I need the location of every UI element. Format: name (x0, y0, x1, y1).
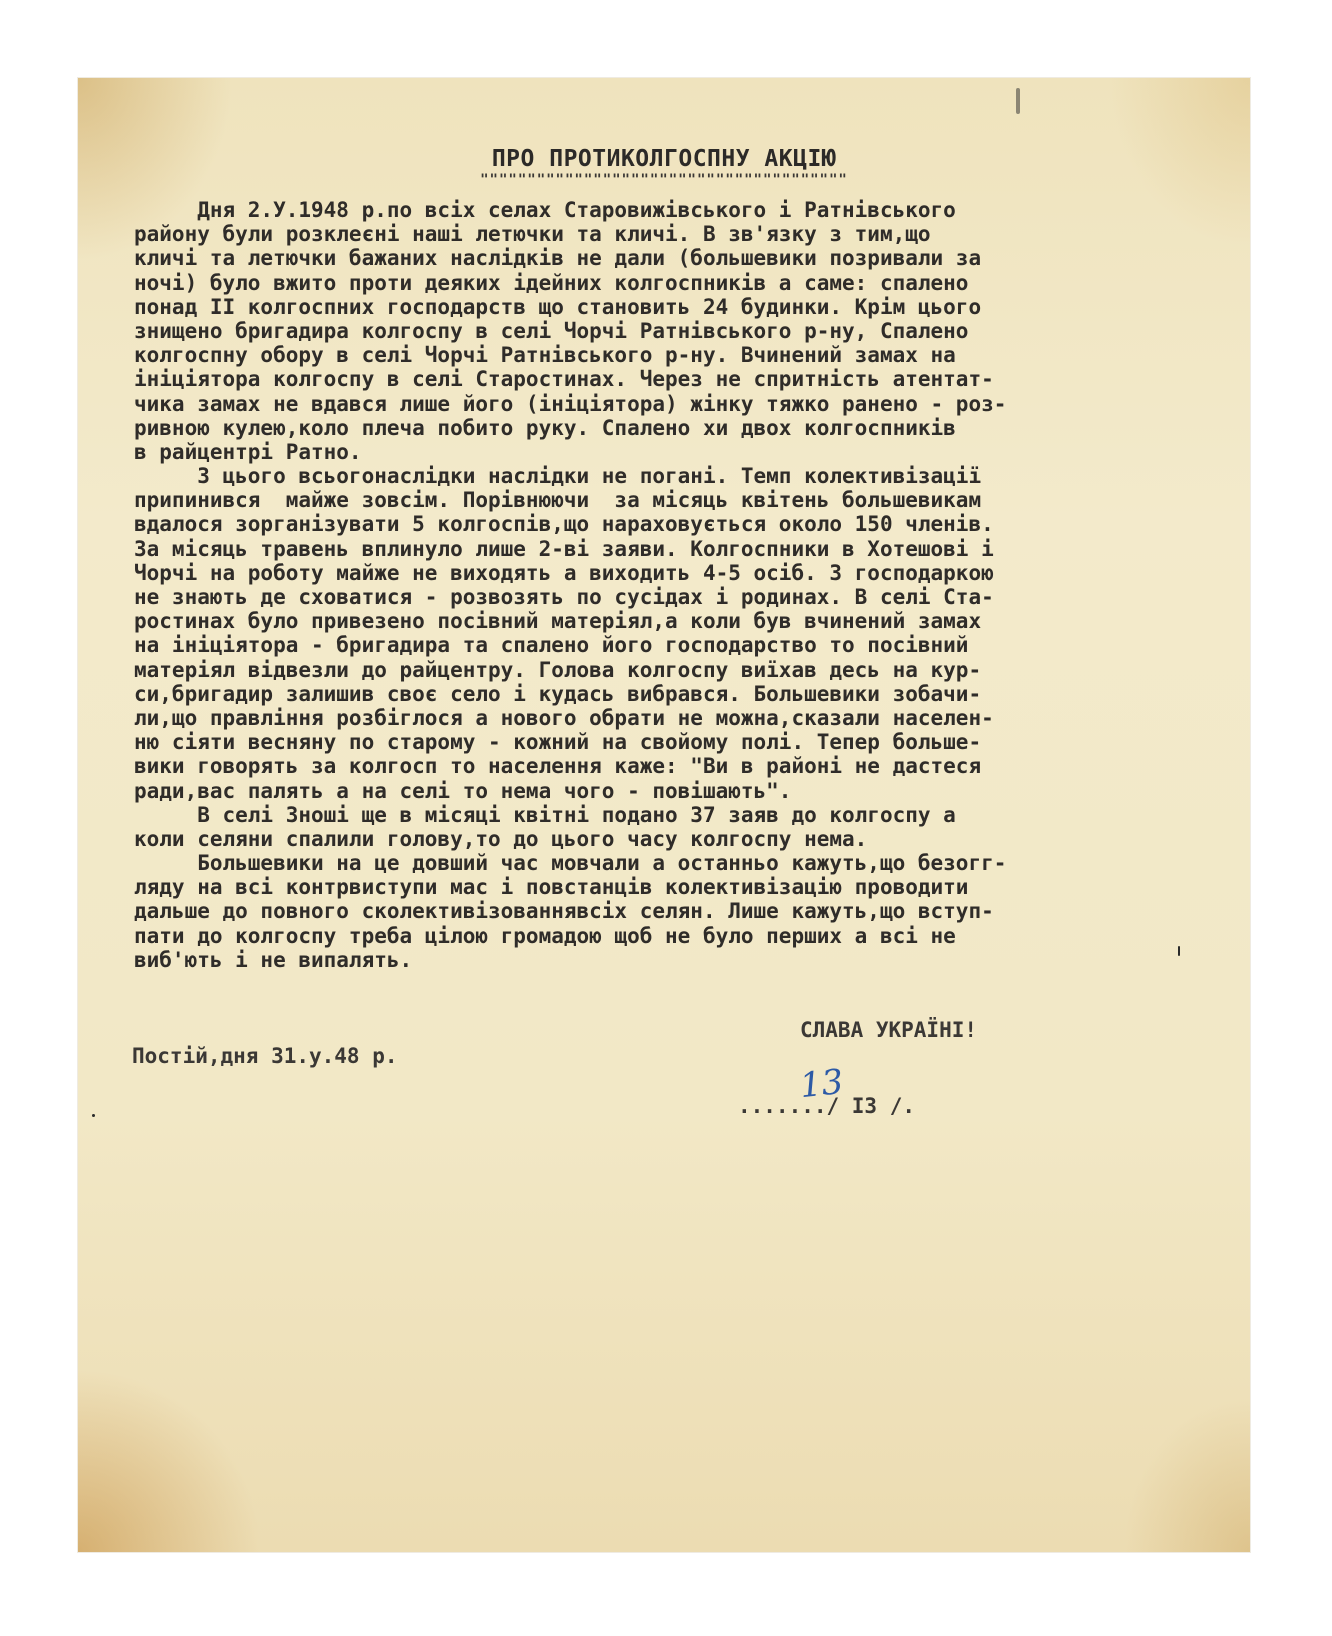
document-body (134, 198, 1214, 972)
body-line: вдалося зорганізувати 5 колгоспів,що нараховується около 150 членів. (134, 512, 994, 537)
ink-speck (1178, 946, 1180, 956)
body-line: пати до колгоспу треба цілою громадою щоб не було перших а всі не (134, 923, 956, 948)
body-line: припинився майже зовсім. Порівнюючи за місяць квітень большевикам (134, 488, 982, 513)
document-page (78, 78, 1250, 1552)
body-line: чика замах не вдався лише його (ініціятора) жінку тяжко ранено - роз- (134, 391, 1007, 416)
body-line: понад II колгоспних господарств що становить 24 будинки. Крім цього (134, 294, 982, 319)
body-line: ли,що правління розбіглося а нового обрати не можна,сказали населен- (134, 705, 994, 730)
document-title: ПРО ПРОТИКОЛГОСПНУ АКЦІЮ (491, 146, 837, 172)
body-line: си,бригадир залишив своє село і кудась вибрався. Большевики зобачи- (134, 681, 982, 706)
body-line: ляду на всі контрвиступи мас і повстанців колективізацію проводити (134, 875, 969, 900)
body-line: ростинах було привезено посівний матеріял,а коли був вчинений замах (134, 609, 982, 634)
body-line: виб'ють і не випалять. (134, 947, 413, 972)
ink-speck (1016, 88, 1020, 114)
body-line: кличі та летючки бажаних наслідків не дали (большевики позривали за (134, 246, 982, 271)
body-line: дальше до повного сколективізованнявсіх селян. Лише кажуть,що вступ- (134, 899, 994, 924)
body-line: Дня 2.У.1948 р.по всіх селах Старовижівського і Ратнівського (134, 198, 956, 222)
body-line: матеріял відвезли до райцентру. Голова колгоспу виїхав десь на кур- (134, 657, 982, 682)
body-line: в райцентрі Ратно. (134, 439, 362, 464)
body-line: З цього всьогонаслідки наслідки не погані. Темп колективізації (134, 464, 982, 489)
archive-number: ......./ I3 /. (738, 1094, 916, 1118)
body-line: ради,вас палять а на селі то нема чого - повішають". (134, 778, 792, 803)
ink-speck (92, 1114, 95, 1117)
handwritten-number: 13 (798, 1061, 846, 1107)
body-line: вики говорять за колгосп то населення каже: "Ви в районі не дастеся (134, 754, 982, 779)
body-line: району були розклеєні наші летючки та кличі. В зв'язку з тим,що (134, 222, 931, 247)
body-line: ню сіяти весняну по старому - кожний на свойому полі. Тепер больше- (134, 730, 982, 755)
body-line: коли селяни спалили голову,то до цього часу колгоспу нема. (134, 826, 868, 851)
body-line: В селі Зноші ще в місяці квітні подано 37 заяв до колгоспу а (134, 802, 956, 827)
body-line: колгоспну обору в селі Чорчі Ратнівського р-ну. Вчинений замах на (134, 343, 956, 368)
body-line: ночі) було вжито проти деяких ідейних колгоспників а саме: спалено (134, 270, 969, 295)
body-line: на ініціятора - бригадира та спалено його господарство то посівний (134, 633, 969, 658)
body-line: За місяць травень вплинуло лише 2-ві заяви. Колгоспники в Хотешові і (134, 536, 994, 561)
body-line: Большевики на це довший час мовчали а останньо кажуть,що безогг- (134, 851, 1007, 876)
body-line: ініціятора колгоспу в селі Старостинах. Через не спритність атентат- (134, 367, 994, 392)
body-line: не знають де сховатися - розвозять по сусідах і родинах. В селі Ста- (134, 585, 994, 609)
closing-salutation: СЛАВА УКРАЇНІ! (800, 1018, 978, 1042)
body-line: ривною кулею,коло плеча побито руку. Спалено хи двох колгоспників (134, 415, 956, 440)
body-line: знищено бригадира колгоспу в селі Чорчі Ратнівського р-ну, Спалено (134, 318, 969, 343)
place-date: Постій,дня 31.у.48 р. (132, 1044, 398, 1068)
body-line: Чорчі на роботу майже не виходять а виходить 4-5 осіб. З господаркою (134, 560, 994, 585)
title-underline: """"""""""""""""""""""""""""""""""""""" (480, 172, 848, 188)
